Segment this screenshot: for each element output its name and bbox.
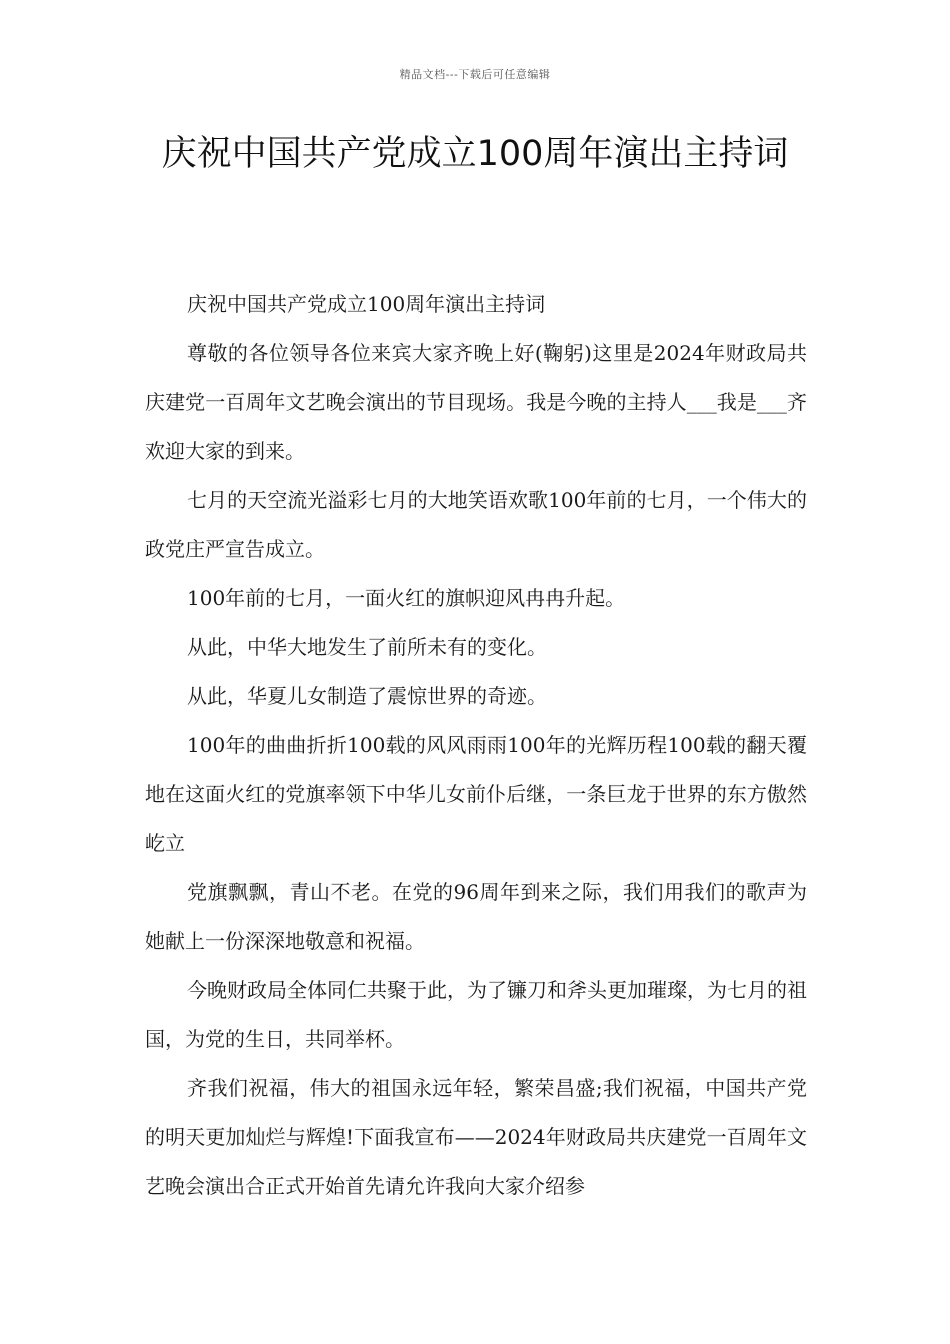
document-body: [145, 280, 807, 1211]
paragraph: 齐我们祝福，伟大的祖国永远年轻，繁荣昌盛;我们祝福，中国共产党的明天更加灿烂与辉煌!下面我宣布——2024年财政局共庆建党一百周年文艺晚会演出合正式开始首先请允许我向大家介绍参: [145, 1076, 807, 1198]
paragraph: 100年的曲曲折折100载的风风雨雨100年的光辉历程100载的翻天覆地在这面火红的党旗率领下中华儿女前仆后继，一条巨龙于世界的东方傲然屹立: [145, 733, 807, 855]
paragraph: 庆祝中国共产党成立100周年演出主持词: [187, 292, 546, 316]
paragraph: 从此，中华大地发生了前所未有的变化。: [187, 635, 547, 659]
header-note: 精品文档---下载后可任意编辑: [399, 68, 551, 81]
document-title: 庆祝中国共产党成立100周年演出主持词: [161, 134, 789, 174]
paragraph: 从此，华夏儿女制造了震惊世界的奇迹。: [187, 684, 547, 708]
paragraph: 尊敬的各位领导各位来宾大家齐晚上好(鞠躬)这里是2024年财政局共庆建党一百周年文艺晚会演出的节目现场。我是今晚的主持人___我是___齐欢迎大家的到来。: [145, 341, 807, 463]
paragraph: 七月的天空流光溢彩七月的大地笑语欢歌100年前的七月，一个伟大的政党庄严宣告成立。: [145, 488, 807, 561]
paragraph: 党旗飘飘，青山不老。在党的96周年到来之际，我们用我们的歌声为她献上一份深深地敬意和祝福。: [145, 880, 807, 953]
paragraph: 100年前的七月，一面火红的旗帜迎风冉冉升起。: [187, 586, 626, 610]
paragraph: 今晚财政局全体同仁共聚于此，为了镰刀和斧头更加璀璨，为七月的祖国，为党的生日，共同举杯。: [145, 978, 807, 1051]
